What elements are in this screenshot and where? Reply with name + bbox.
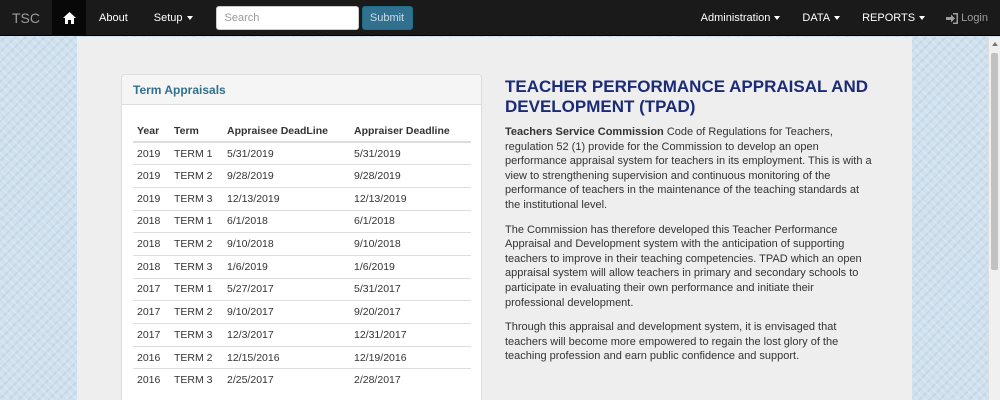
cell-year: 2017 xyxy=(133,278,170,301)
top-navbar xyxy=(0,0,1000,36)
cell-year: 2018 xyxy=(133,233,170,256)
cell-appraiser-deadline: 12/19/2016 xyxy=(350,346,471,369)
cell-appraiser-deadline: 6/1/2018 xyxy=(350,210,471,233)
cell-appraiser-deadline: 5/31/2019 xyxy=(350,142,471,165)
nav-data-dropdown[interactable] xyxy=(791,0,851,36)
header-term: Term xyxy=(170,121,223,142)
cell-year: 2018 xyxy=(133,255,170,278)
table-row xyxy=(133,278,471,301)
cell-term: TERM 3 xyxy=(170,255,223,278)
cell-appraisee-deadline: 1/6/2019 xyxy=(223,255,350,278)
cell-term: TERM 2 xyxy=(170,233,223,256)
cell-appraisee-deadline: 5/27/2017 xyxy=(223,278,350,301)
nav-reports-dropdown[interactable] xyxy=(851,0,936,36)
cell-term: TERM 1 xyxy=(170,142,223,165)
cell-appraiser-deadline: 2/28/2017 xyxy=(350,369,471,392)
page-title: TEACHER PERFORMANCE APPRAISAL AND DEVELOPMENT (TPAD) xyxy=(505,77,869,116)
tpad-info-section xyxy=(505,77,875,374)
table-header-row xyxy=(133,121,471,142)
cell-appraisee-deadline: 6/1/2018 xyxy=(223,210,350,233)
cell-appraisee-deadline: 9/10/2018 xyxy=(223,233,350,256)
cell-year: 2016 xyxy=(133,346,170,369)
home-icon xyxy=(63,12,76,24)
cell-term: TERM 2 xyxy=(170,301,223,324)
scrollbar-thumb[interactable] xyxy=(991,53,998,270)
nav-about[interactable]: About xyxy=(99,11,128,24)
cell-term: TERM 2 xyxy=(170,165,223,188)
panel-title: Term Appraisals xyxy=(122,75,481,105)
table-row xyxy=(133,187,471,210)
cell-year: 2017 xyxy=(133,301,170,324)
term-appraisals-panel xyxy=(121,74,482,400)
cell-appraisee-deadline: 9/10/2017 xyxy=(223,301,350,324)
info-paragraph-1-bold: Teachers Service Commission xyxy=(505,126,664,138)
nav-data-label: DATA xyxy=(802,12,831,24)
nav-administration-dropdown[interactable] xyxy=(690,0,792,36)
caret-down-icon xyxy=(187,16,193,20)
search-input[interactable] xyxy=(216,6,359,30)
header-appraisee-deadline: Appraisee DeadLine xyxy=(223,121,350,142)
cell-term: TERM 1 xyxy=(170,278,223,301)
cell-year: 2018 xyxy=(133,210,170,233)
cell-appraisee-deadline: 12/13/2019 xyxy=(223,187,350,210)
header-year: Year xyxy=(133,121,170,142)
caret-down-icon xyxy=(774,16,780,20)
cell-term: TERM 2 xyxy=(170,346,223,369)
brand-link[interactable]: TSC xyxy=(12,9,40,26)
cell-appraiser-deadline: 12/13/2019 xyxy=(350,187,471,210)
cell-appraiser-deadline: 1/6/2019 xyxy=(350,255,471,278)
info-paragraph-1 xyxy=(505,125,875,213)
login-label: Login xyxy=(961,12,988,24)
cell-appraisee-deadline: 12/15/2016 xyxy=(223,346,350,369)
table-row xyxy=(133,142,471,165)
main-container xyxy=(77,37,912,400)
cell-term: TERM 3 xyxy=(170,324,223,347)
cell-appraisee-deadline: 9/28/2019 xyxy=(223,165,350,188)
table-row xyxy=(133,346,471,369)
cell-term: TERM 1 xyxy=(170,210,223,233)
cell-term: TERM 3 xyxy=(170,369,223,392)
table-row xyxy=(133,369,471,392)
nav-reports-label: REPORTS xyxy=(862,12,916,24)
table-row xyxy=(133,324,471,347)
cell-appraisee-deadline: 5/31/2019 xyxy=(223,142,350,165)
table-row xyxy=(133,301,471,324)
nav-setup-label: Setup xyxy=(153,11,183,24)
table-row xyxy=(133,233,471,256)
nav-setup-dropdown[interactable] xyxy=(141,0,206,36)
table-row xyxy=(133,255,471,278)
cell-appraiser-deadline: 9/28/2019 xyxy=(350,165,471,188)
cell-appraiser-deadline: 9/10/2018 xyxy=(350,233,471,256)
table-row xyxy=(133,165,471,188)
nav-right-group xyxy=(690,0,988,36)
caret-down-icon xyxy=(919,16,925,20)
info-paragraph-1-text: Code of Regulations for Teachers, regulation 52 (1) provide for the Commission to develop an open performance appraisal system for teachers in its employment. This is with a view to strengthening supervision and continuous monitoring of the performance of teachers in the maintenance of the teaching standards at the institutional level. xyxy=(505,126,872,211)
cell-year: 2019 xyxy=(133,165,170,188)
home-button[interactable] xyxy=(52,0,86,36)
cell-appraiser-deadline: 9/20/2017 xyxy=(350,301,471,324)
cell-appraiser-deadline: 5/31/2017 xyxy=(350,278,471,301)
scroll-up-icon[interactable] xyxy=(992,42,998,46)
cell-year: 2019 xyxy=(133,142,170,165)
cell-term: TERM 3 xyxy=(170,187,223,210)
cell-appraisee-deadline: 2/25/2017 xyxy=(223,369,350,392)
page-scrollbar[interactable] xyxy=(988,37,1000,400)
cell-year: 2017 xyxy=(133,324,170,347)
nav-administration-label: Administration xyxy=(700,12,771,24)
cell-appraiser-deadline: 12/31/2017 xyxy=(350,324,471,347)
cell-year: 2016 xyxy=(133,369,170,392)
login-icon xyxy=(946,13,958,24)
table-row xyxy=(133,210,471,233)
submit-button[interactable]: Submit xyxy=(362,6,413,30)
info-paragraph-3: Through this appraisal and development system, it is envisaged that teachers will become more empowered to regain the lost glory of the teaching profession and earn public confidence and support. xyxy=(505,321,839,363)
login-link[interactable] xyxy=(936,0,988,36)
cell-appraisee-deadline: 12/3/2017 xyxy=(223,324,350,347)
caret-down-icon xyxy=(834,16,840,20)
info-paragraph-2: The Commission has therefore developed this Teacher Performance Appraisal and Development system with the anticipation of supporting teachers to improve in their teaching competencies. TPAD which an open appraisal system will allow teachers in primary and secondary schools to participate in evaluating their own performance and initiate their professional development. xyxy=(505,223,862,309)
term-appraisals-table xyxy=(133,121,471,392)
header-appraiser-deadline: Appraiser Deadline xyxy=(350,121,471,142)
cell-year: 2019 xyxy=(133,187,170,210)
